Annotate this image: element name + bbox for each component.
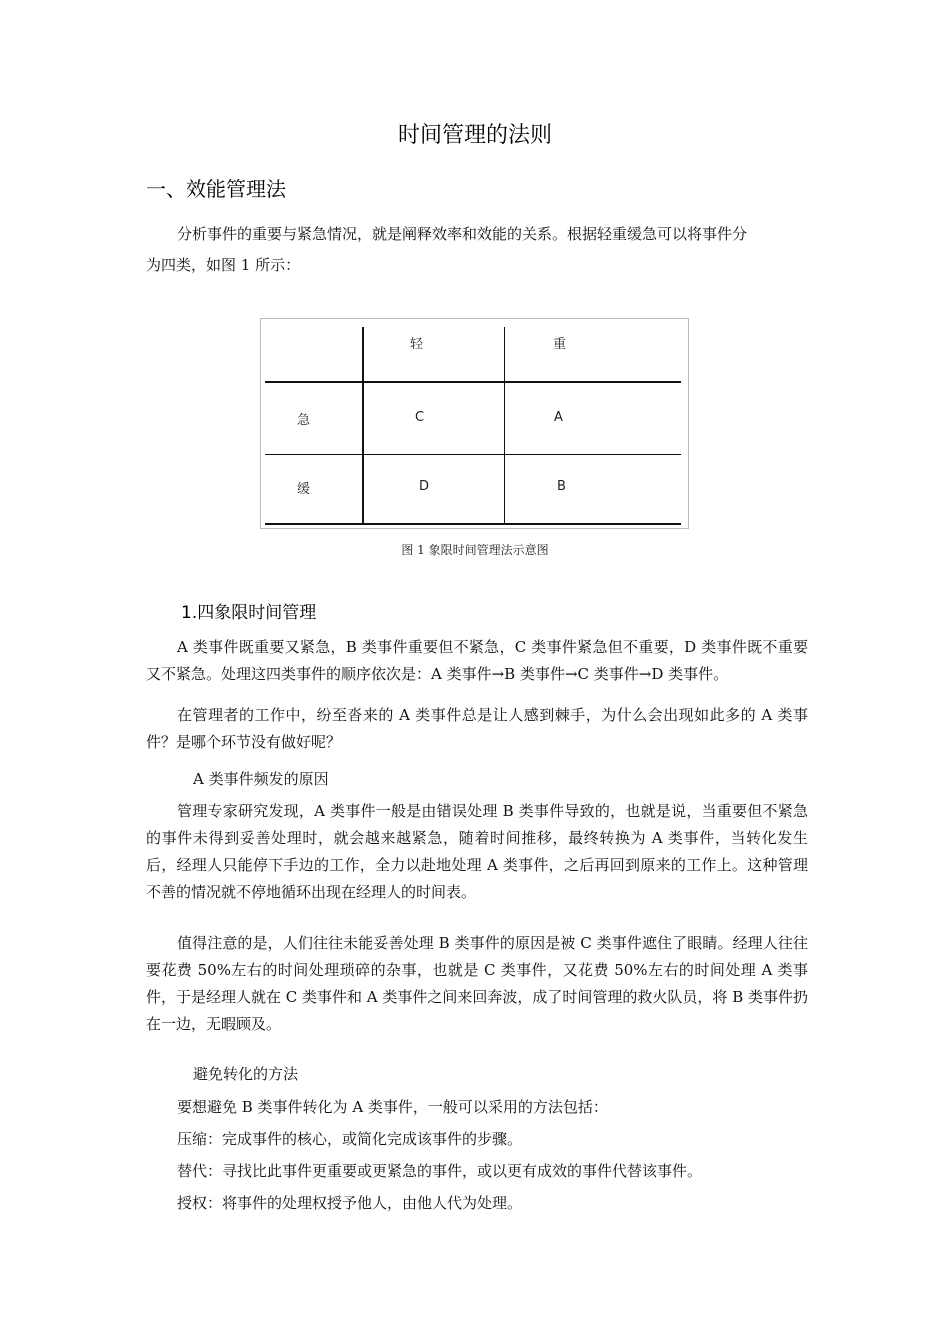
subsection-heading: 1.四象限时间管理 (181, 603, 317, 623)
method-delegate: 授权：将事件的处理权授予他人，由他人代为处理。 (177, 1194, 523, 1212)
paragraph-methods-intro: 要想避免 B 类事件转化为 A 类事件，一般可以采用的方法包括： (177, 1098, 608, 1116)
method-compress: 压缩：完成事件的核心，或简化完成该事件的步骤。 (177, 1130, 523, 1148)
label-avoid-conversion: 避免转化的方法 (193, 1065, 299, 1083)
page-title: 时间管理的法则 (397, 123, 552, 148)
vertical-line-2 (504, 327, 505, 523)
horizontal-line-2 (265, 454, 681, 455)
method-substitute: 替代：寻找比此事件更重要或更紧急的事件，或以更有成效的事件代替该事件。 (177, 1162, 703, 1180)
cell-b: B (557, 479, 566, 494)
horizontal-line-3 (265, 523, 681, 525)
figure-caption: 图 1 象限时间管理法示意图 (401, 543, 549, 557)
col-header-heavy: 重 (553, 337, 567, 352)
paragraph-expert-finding: 管理专家研究发现，A 类事件一般是由错误处理 B 类事件导致的，也就是说，当重要但不紧急的事件未得到妥善处理时，就会越来越紧急，随着时间推移，最终转换为 A 类事件，当转化发生后，经理人只能停下手边的工作，全力以赴地处理 A 类事件，之后再回到原来的工作上。这种管理不善的情况就不停地循环出现在经理人的时间表。 (146, 802, 808, 901)
intro-line-2: 为四类，如图 1 所示： (146, 256, 301, 274)
label-a-events-cause: A 类事件频发的原因 (193, 770, 329, 788)
paragraph-quadrant-definition: A 类事件既重要又紧急，B 类事件重要但不紧急，C 类事件紧急但不重要，D 类事件既不重要又不紧急。处理这四类事件的顺序依次是：A 类事件→B 类事件→C 类事件→D 类事件。 (146, 638, 808, 683)
col-header-light: 轻 (410, 337, 424, 352)
horizontal-line-1 (265, 381, 681, 383)
section-heading: 一、效能管理法 (146, 177, 286, 201)
vertical-line-1 (362, 327, 364, 523)
paragraph-noteworthy: 值得注意的是，人们往往未能妥善处理 B 类事件的原因是被 C 类事件遮住了眼睛。经理人往往要花费 50%左右的时间处理琐碎的杂事，也就是 C 类事件，又花费 50%左右的时间处理 A 类事件，于是经理人就在 C 类事件和 A 类事件之间来回奔波，成了时间管理的救火队员，将 B 类事件扔在一边，无暇顾及。 (146, 934, 808, 1033)
intro-line-1: 分析事件的重要与紧急情况，就是阐释效率和效能的关系。根据轻重缓急可以将事件分 (177, 225, 748, 243)
row-header-urgent: 急 (297, 413, 311, 428)
paragraph-a-events-question: 在管理者的工作中，纷至沓来的 A 类事件总是让人感到棘手，为什么会出现如此多的 A 类事件？是哪个环节没有做好呢？ (146, 706, 808, 751)
cell-c: C (415, 410, 425, 425)
cell-d: D (419, 479, 430, 494)
row-header-slow: 缓 (297, 482, 311, 497)
cell-a: A (554, 410, 563, 425)
quadrant-figure (260, 318, 689, 529)
